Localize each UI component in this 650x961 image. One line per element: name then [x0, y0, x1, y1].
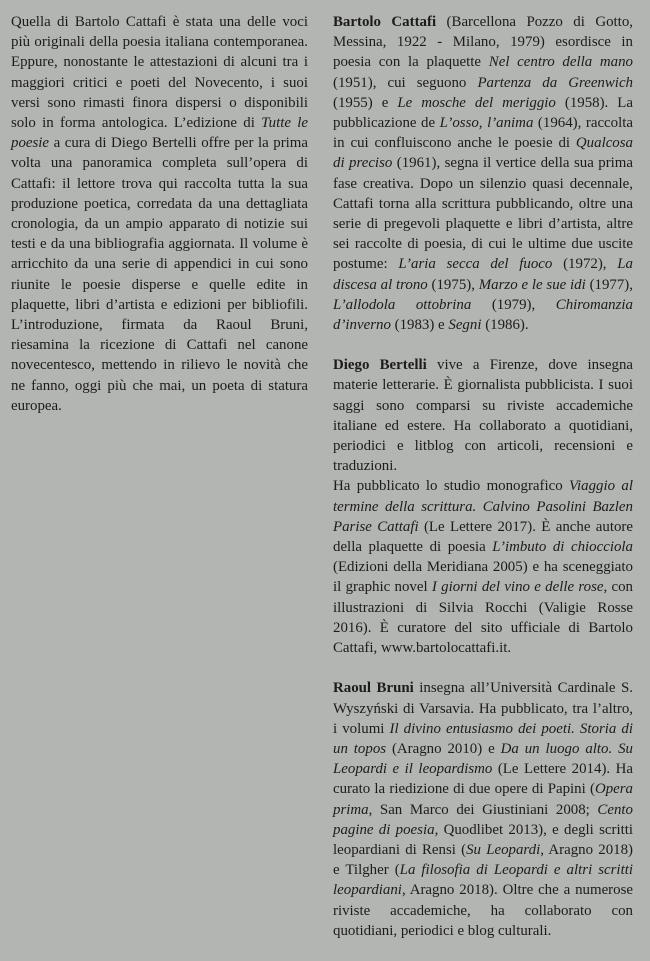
description-text-cont: a cura di Diego Bertelli offre per la prima volta una panoramica completa sull’opera di Cattafi: il lettore trova qui raccolta tutta la sua produzione poetica, corredata da una dettagliata cronologia, da un ampio apparato di notizie sui testi e da una bibliografia aggiornata. Il volume è arricchito da una serie di appendici in cui sono riunite le poesie disperse e quelle edite in plaquette, libri d’artista e edizioni per bibliofili. L’introduzione, firmata da Raoul Bruni, riesamina la ricezione di Cattafi nel canone novecentesco, mettendo in rilievo le novità che ne fanno, oggi più che mai, un poeta di statura europea.: [11, 135, 308, 414]
bio-text: vive a Firenze, dove insegna materie letterarie. È giornalista pubblicista. I suoi saggi sono comparsi su riviste accademiche italiane ed estere. Ha collaborato a quotidiani, periodici e litblog con articoli, recensioni e traduzioni.: [333, 357, 633, 475]
bio-text: , Aragno 2018). Oltre che a numerose riviste accademiche, ha collaborato con quotidiani, periodici e blog culturali.: [333, 882, 633, 939]
work-title: Nel centro della mano: [488, 54, 633, 71]
bio-text: , San Marco dei Giustiniani 2008;: [368, 801, 598, 818]
work-title: Segni: [448, 317, 482, 334]
bio-text: Ha pubblicato lo studio monografico: [333, 478, 570, 495]
bio-text: (1958). La pubblicazione de: [333, 94, 633, 132]
bio-text: (1977),: [585, 276, 633, 293]
bio-text: (1951), cui seguono: [333, 74, 478, 91]
work-title: Marzo e le sue idi: [478, 276, 586, 293]
bio-text: (1972),: [552, 256, 618, 273]
work-title: I giorni del vino e delle rose: [431, 579, 604, 596]
bio-cattafi: [333, 12, 633, 335]
bio-text: , Quodlibet 2013), e degli scritti leopardiani di Rensi (: [333, 821, 634, 858]
left-column: [11, 12, 308, 416]
work-title: L’imbuto di chiocciola: [492, 539, 633, 556]
bio-text: (Edizioni della Meridiana 2005) e ha sceneggiato il graphic novel: [333, 559, 633, 596]
bio-text: (1961), segna il vertice della sua prima fase creativa. Dopo un silenzio quasi decennale, Cattafi torna alla scrittura pubblicando, oltre una serie di pregevoli plaquette e libri d’artista, altre sei raccolte di poesia, di cui le ultime due uscite postume:: [333, 155, 633, 273]
bio-text: (1964), raccolta in cui confluiscono anche le poesie di: [333, 115, 633, 152]
bio-text: (Le Lettere 2017). È anche autore della plaquette di poesia: [333, 518, 633, 556]
bio-bertelli: [333, 355, 633, 658]
bio-text: (1986).: [481, 317, 529, 334]
book-title-italic: Tutte le poesie: [11, 115, 308, 152]
bio-text: , con illustrazioni di Silvia Rocchi (Valigie Rosse 2016). È curatore del sito ufficiale di Bartolo Cattafi, www.bartolocattafi.it.: [333, 579, 633, 657]
bio-name-cattafi: Bartolo Cattafi: [333, 14, 437, 30]
work-title: Partenza da Greenwich: [477, 74, 633, 91]
work-title: Il divino entusiasmo dei poeti. Storia di un topos: [333, 720, 633, 757]
bio-text: (Aragno 2010) e: [386, 740, 501, 757]
work-title: Le mosche del meriggio: [397, 94, 556, 111]
work-title: Opera prima: [333, 781, 633, 818]
bio-text: insegna all’Università Cardinale S. Wyszyński di Varsavia. Ha pubblicato, tra l’altro, i volumi: [333, 680, 633, 737]
bio-name-bertelli: Diego Bertelli: [333, 357, 427, 374]
book-description: [11, 12, 308, 416]
work-title: Qualcosa di preciso: [333, 135, 633, 172]
bio-bruni: [333, 678, 633, 941]
work-title: Cento pagine di poesia: [333, 801, 633, 838]
bio-text: (1955) e: [333, 94, 398, 111]
work-title: L’aria secca del fuoco: [398, 256, 553, 273]
work-title: Chiromanzia d’inverno: [333, 296, 634, 334]
work-title: L’osso, l’anima: [439, 115, 534, 132]
bio-text: (1979),: [471, 296, 556, 313]
bio-text: , Aragno 2018) e Tilgher (: [333, 841, 633, 879]
bio-text: (1983) e: [390, 317, 449, 334]
work-title: La discesa al trono: [333, 256, 633, 293]
work-title: Viaggio al termine della scrittura. Calvino Pasolini Bazlen Parise Cattafi: [333, 478, 633, 535]
bio-text: (Le Lettere 2014). Ha curato la riedizione di due opere di Papini (: [333, 761, 633, 798]
right-column: [333, 12, 633, 961]
bio-name-bruni: Raoul Bruni: [333, 680, 414, 697]
work-title: Su Leopardi: [466, 841, 541, 858]
bio-text: (1975),: [427, 276, 479, 293]
description-text: Quella di Bartolo Cattafi è stata una delle voci più originali della poesia italiana contemporanea. Eppure, nonostante le attestazioni di alcuni tra i maggiori critici e poeti del Novecento, i suoi versi sono rimasti finora dispersi o disponibili solo in forma antologica. L’edizione di: [11, 14, 308, 132]
work-title: L’allodola ottobrina: [333, 296, 472, 313]
work-title: La filosofia di Leopardi e altri scritti leopardiani: [333, 862, 633, 899]
work-title: Da un luogo alto. Su Leopardi e il leopardismo: [333, 740, 633, 778]
bio-text: (Barcellona Pozzo di Gotto, Messina, 1922 - Milano, 1979) esordisce in poesia con la plaquette: [333, 14, 633, 71]
